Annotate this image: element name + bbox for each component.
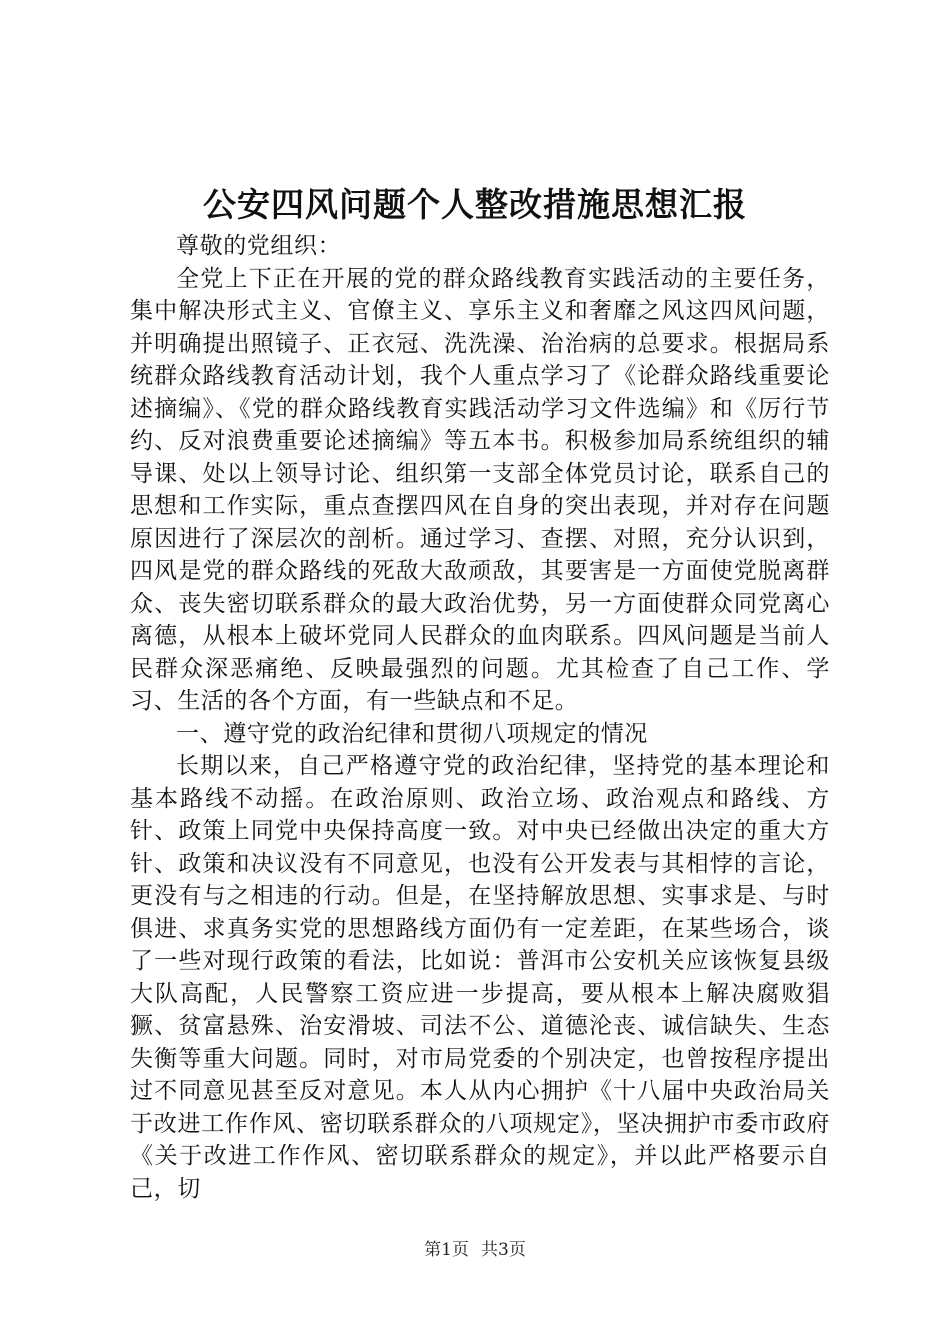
- document-body: [130, 230, 830, 1205]
- paragraph-intro: 全党上下正在开展的党的群众路线教育实践活动的主要任务，集中解决形式主义、官僚主义、享乐主义和奢靡之风这四风问题，并明确提出照镜子、正衣冠、洗洗澡、治治病的总要求。根据局系统群众路线教育活动计划，我个人重点学习了《论群众路线重要论述摘编》、《党的群众路线教育实践活动学习文件选编》和《厉行节约、反对浪费重要论述摘编》等五本书。积极参加局系统组织的辅导课、处以上领导讨论、组织第一支部全体党员讨论，联系自己的思想和工作实际，重点查摆四风在自身的突出表现，并对存在问题原因进行了深层次的剖析。通过学习、查摆、对照，充分认识到，四风是党的群众路线的死敌大敌顽敌，其要害是一方面使党脱离群众、丧失密切联系群众的最大政治优势，另一方面使群众同党离心离德，从根本上破坏党同人民群众的血肉联系。四风问题是当前人民群众深恶痛绝、反映最强烈的问题。尤其检查了自己工作、学习、生活的各个方面，有一些缺点和不足。: [130, 265, 830, 714]
- page-total: 共3页: [481, 1240, 526, 1260]
- paragraph-section-one: 长期以来，自己严格遵守党的政治纪律，坚持党的基本理论和基本路线不动摇。在政治原则、政治立场、政治观点和路线、方针、政策上同党中央保持高度一致。对中央已经做出决定的重大方针、政策和决议没有不同意见，也没有公开发表与其相悖的言论，更没有与之相违的行动。但是，在坚持解放思想、实事求是、与时俱进、求真务实党的思想路线方面仍有一定差距，在某些场合，谈了一些对现行政策的看法，比如说：普洱市公安机关应该恢复县级大队高配，人民警察工资应进一步提高，要从根本上解决腐败猖獗、贫富悬殊、治安滑坡、司法不公、道德沦丧、诚信缺失、生态失衡等重大问题。同时，对市局党委的个别决定，也曾按程序提出过不同意见甚至反对意见。本人从内心拥护《十八届中央政治局关于改进工作作风、密切联系群众的八项规定》，坚决拥护市委市政府《关于改进工作作风、密切联系群众的规定》，并以此严格要示自己，切: [130, 753, 830, 1202]
- page-footer: [0, 1238, 950, 1262]
- section-heading: 一、遵守党的政治纪律和贯彻八项规定的情况: [176, 720, 648, 747]
- salutation: 尊敬的党组织：: [176, 233, 342, 259]
- page-number: 第1页: [424, 1240, 469, 1260]
- document-title: 公安四风问题个人整改措施思想汇报: [203, 185, 747, 224]
